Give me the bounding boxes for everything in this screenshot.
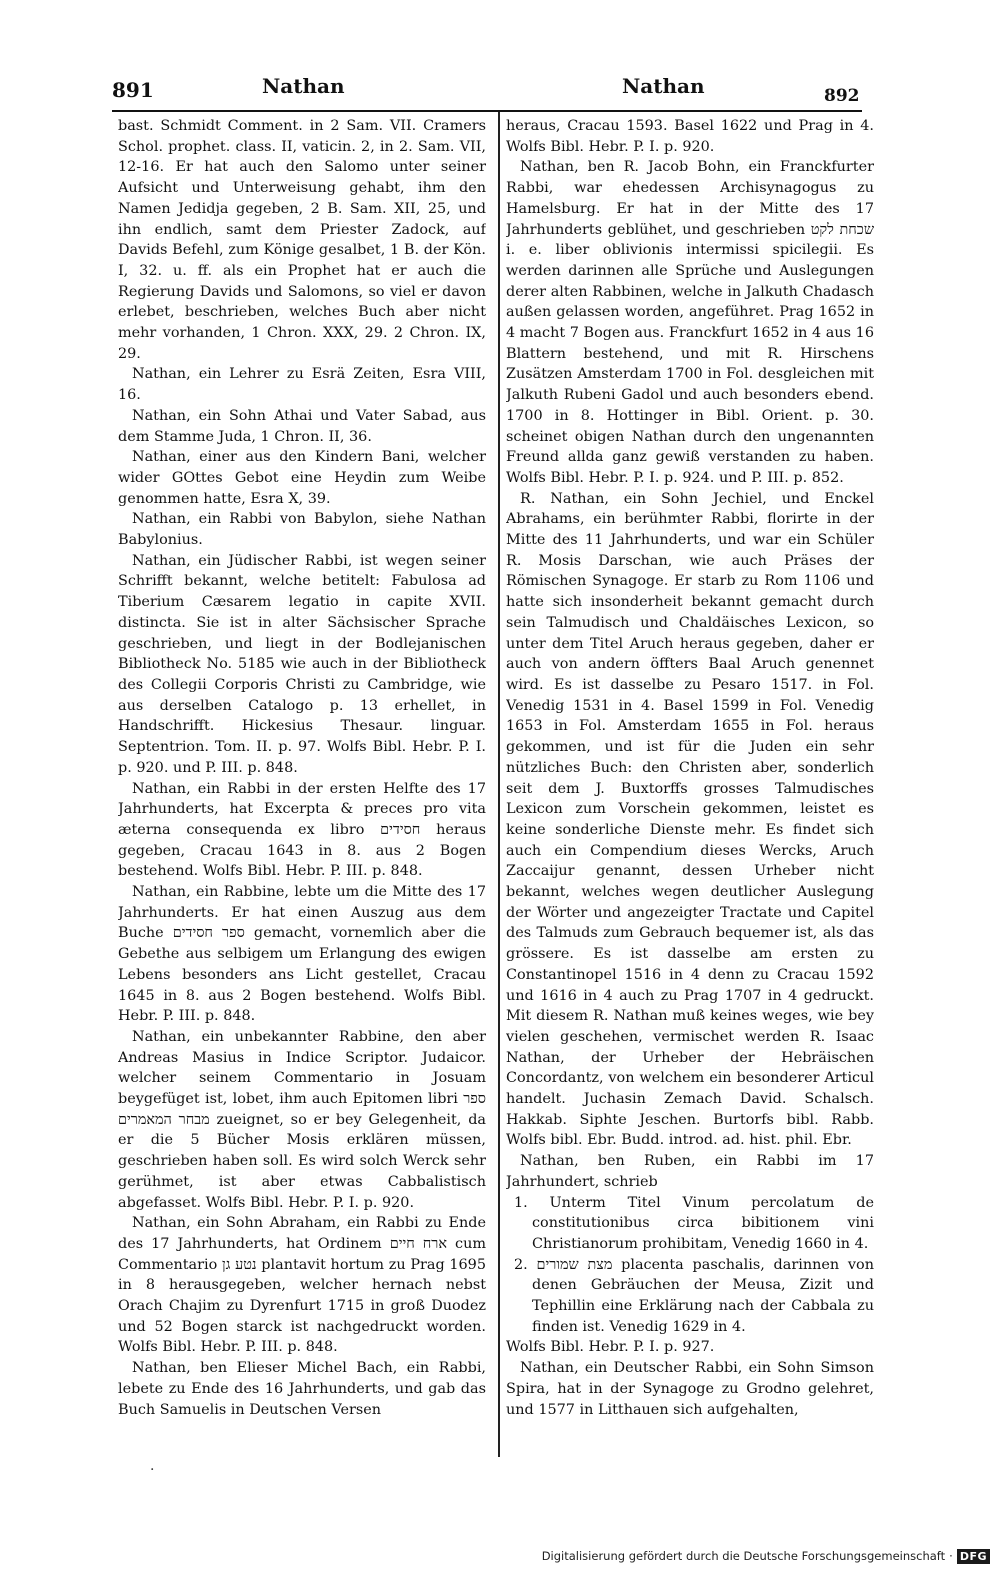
entry-paragraph: Nathan, ein Rabbine, lebte um die Mitte des 17 Jahrhunderts. Er hat einen Auszug aus dem Buche ספר חסידים gemacht, vornemlich aber die Gebethe aus selbigem um Erlangung des ewigen Lebens besonders ans Licht gestellet, Cracau 1645 in 8. aus 2 Bogen bestehend. Wolfs Bibl. Hebr. P. III. p. 848. — [118, 884, 486, 1025]
entry-paragraph: Nathan, ein Sohn Athai und Vater Sabad, aus dem Stamme Juda, 1 Chron. II, 36. — [118, 407, 486, 445]
entry-paragraph: Nathan, ein Rabbi von Babylon, siehe Nathan Babylonius. — [118, 511, 486, 549]
page-speck: · — [150, 1462, 155, 1478]
header-rule — [112, 110, 862, 112]
entry-paragraph: Nathan, ben Ruben, ein Rabbi im 17 Jahrhundert, schrieb — [506, 1153, 874, 1190]
list-item: 2. מצת שמורים placenta paschalis, darinnen von denen Gebräuchen der Meusa, Zizit und Tephillin eine Erklärung nach der Cabbala zu finden ist. Venedig 1629 in 4. — [514, 1256, 874, 1335]
entry-paragraph: Nathan, ein unbekannter Rabbine, den aber Andreas Masius in Indice Scriptor. Judaicor. welcher seinem Commentario in Josuam beygefüget ist, lobet, ihm auch Epitomen libri ספר מבחר המאמרים zueignet, so er bey Gelegenheit, da er die 5 Bücher Mosis erklären müssen, geschrieben haben soll. Es wird solch Werck sehr gerühmet, ist aber etwas Cabbalistisch abgefasset. Wolfs Bibl. Hebr. P. I. p. 920. — [118, 1028, 486, 1211]
entry-paragraph: bast. Schmidt Comment. in 2 Sam. VII. Cramers Schol. prophet. class. II, vaticin. 2, in 2. Sam. VII, 12-16. Er hat auch den Salomo unter seiner Aufsicht und Unterweisung gehabt, ihm den Namen Jedidja gegeben, 2 B. Sam. XII, 25, und ihn endlich, samt dem Priester Zadock, auf Davids Befehl, zum Könige gesalbet, 1 B. der Kön. I, 32. u. ff. als ein Prophet hat er auch die Regierung Davids und Salomons, so viel er davon erlebet, beschrieben, welches Buch aber nicht mehr vorhanden, 1 Chron. XXX, 29. 2 Chron. IX, 29. — [118, 118, 486, 362]
page-header — [112, 72, 862, 112]
entry-paragraph: heraus, Cracau 1593. Basel 1622 und Prag in 4. Wolfs Bibl. Hebr. P. I. p. 920. — [506, 118, 874, 155]
entry-paragraph: Nathan, einer aus den Kindern Bani, welcher wider GOttes Gebot eine Heydin zum Weibe genommen hatte, Esra X, 39. — [118, 449, 486, 507]
list-item: 1. Unterm Titel Vinum percolatum de constitutionibus circa bibitionem vini Christianorum prohibitam, Venedig 1660 in 4. — [514, 1194, 874, 1252]
entry-paragraph: R. Nathan, ein Sohn Jechiel, und Enckel Abrahams, ein berühmter Rabbi, florirte in der Mitte des 11 Jahrhunderts, und war ein Schüler R. Mosis Darschan, wie auch Präses der Römischen Synagoge. Er starb zu Rom 1106 und hatte sich insonderheit bekannt gemacht durch sein Talmudisch und Chaldäisches Lexicon, so unter dem Titel Aruch heraus gegeben, daher er auch von andern öffters Baal Aruch genennet wird. Es ist dasselbe zu Pesaro 1517. in Fol. Venedig 1531 in 4. Basel 1599 in Fol. Venedig 1653 in Fol. Amsterdam 1655 in Fol. heraus gekommen, und ist für die Juden ein sehr nützliches Buch: den Christen aber, sonderlich seit dem J. Buxtorffs grosses Talmudisches Lexicon zum Vorschein gekommen, leistet es keine sonderliche Dienste mehr. Es findet sich auch ein Compendium dieses Wercks, Aruch Zaccaijur genannt, dessen Urheber nicht bekannt, welches wegen deutlicher Auslegung der Wörter und angezeigter Tractate und Capitel des Talmuds zum Gebrauch bequemer ist, als das grössere. Es ist dasselbe am ersten zu Constantinopel 1516 in 4 denn zu Cracau 1592 und 1616 in 4 auch zu Prag 1707 in 4 gedruckt. Mit diesem R. Nathan muß keines weges, wie bey vielen geschehen, vermischet werden R. Isaac Nathan, der Urheber der Hebräischen Concordantz, von welchem ein besonderer Articul handelt. Juchasin Zemach David. Schalsch. Hakkab. Siphte Jeschen. Burtorfs bibl. Rabb. Wolfs bibl. Ebr. Budd. introd. ad. hist. phil. Ebr. — [506, 490, 874, 1149]
entry-paragraph: Nathan, ein Jüdischer Rabbi, ist wegen seiner Schrifft bekannt, welche betitelt: Fabulosa ad Tiberium Cæsarem legatio in capite XVII. distincta. Sie ist in alter Sächsischer Sprache geschrieben, und liegt in der Bodlejanischen Bibliotheck No. 5185 wie auch in der Bibliotheck des Collegii Corporis Christi zu Cambridge, wie aus derselben Catalogo p. 13 erhellet, in Handschrifft. Hickesius Thesaur. linguar. Septentrion. Tom. II. p. 97. Wolfs Bibl. Hebr. P. I. p. 920. und P. III. p. 848. — [118, 552, 486, 776]
footer-separator: · — [949, 1549, 953, 1563]
entry-paragraph: Nathan, ben Elieser Michel Bach, ein Rabbi, lebete zu Ende des 16 Jahrhunderts, und gab das Buch Samuelis in Deutschen Versen — [118, 1360, 486, 1418]
footer — [542, 1548, 990, 1564]
left-running-title: Nathan — [262, 74, 345, 98]
right-running-title: Nathan — [622, 74, 705, 98]
entry-paragraph: Nathan, ein Rabbi in der ersten Helfte des 17 Jahrhunderts, hat Excerpta & preces pro vita æterna consequenda ex libro חסידים heraus gegeben, Cracau 1643 in 8. aus 2 Bogen bestehend. Wolfs Bibl. Hebr. P. III. p. 848. — [118, 780, 486, 880]
entry-paragraph: Wolfs Bibl. Hebr. P. I. p. 927. — [506, 1339, 715, 1356]
right-column — [506, 116, 874, 1456]
funding-notice: Digitalisierung gefördert durch die Deutsche Forschungsgemeinschaft — [541, 1549, 946, 1563]
entry-paragraph: Nathan, ein Lehrer zu Esrä Zeiten, Esra VIII, 16. — [118, 366, 486, 404]
dfg-logo: DFG — [957, 1549, 990, 1564]
entry-paragraph: Nathan, ein Sohn Abraham, ein Rabbi zu Ende des 17 Jahrhunderts, hat Ordinem ארח חיים cum Commentario נטע גן plantavit hortum zu Prag 1695 in 8 herausgegeben, welcher hernach nebst Orach Chajim zu Dyrenfurt 1715 in groß Duodez und 52 Bogen starck ist nachgedruckt worden. Wolfs Bibl. Hebr. P. III. p. 848. — [118, 1215, 486, 1356]
entry-paragraph: Nathan, ein Deutscher Rabbi, ein Sohn Simson Spira, hat in der Synagoge zu Grodno gelehret, und 1577 in Litthauen sich aufgehalten, — [506, 1360, 874, 1418]
column-divider — [498, 112, 500, 1457]
left-column — [118, 116, 486, 1456]
right-page-number: 892 — [824, 86, 860, 106]
left-page-number: 891 — [112, 78, 154, 102]
entry-paragraph: Nathan, ben R. Jacob Bohn, ein Franckfurter Rabbi, war ehedessen Archisynagogus zu Hamelsburg. Er hat in der Mitte des 17 Jahrhunderts geblühet, und geschrieben שכחת לקט i. e. liber oblivionis intermissi spicilegii. Es werden darinnen alle Sprüche und Auslegungen derer alten Rabbinen, welche in Jalkuth Chadasch außen gelassen worden, angeführet. Prag 1652 in 4 macht 7 Bogen aus. Franckfurt 1652 in 4 aus 16 Blattern bestehend, und mit R. Hirschens Zusätzen Amsterdam 1700 in Fol. desgleichen mit Jalkuth Rubeni Gadol und auch besonders ebend. 1700 in 8. Hottinger in Bibl. Orient. p. 30. scheinet obigen Nathan durch den ungenannten Freund allda ganz gewiß verstanden zu haben. Wolfs Bibl. Hebr. P. I. p. 924. und P. III. p. 852. — [506, 159, 874, 486]
